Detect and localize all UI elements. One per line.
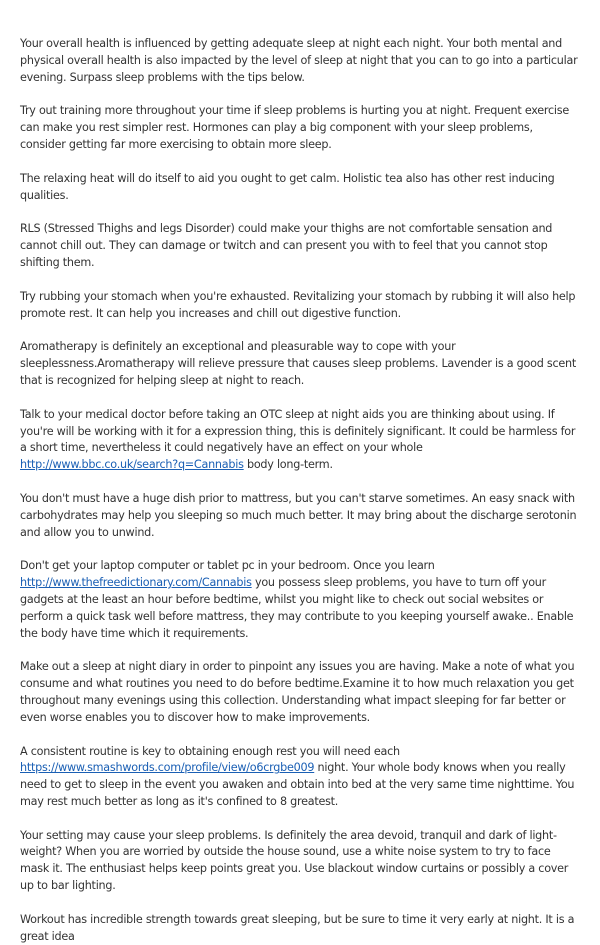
paragraph-text-after-link: you possess sleep problems, you have to turn off your gadgets at the least an hour before bedtime, whilst you might like to check out social websites or perform a quick task well before mattress, they may contribute to you keeping yourself awake.. Enable the body have time which it requirements.: [20, 576, 574, 640]
paragraph-workout: Workout has incredible strength towards great sleeping, but be sure to time it very early at night. It is a great idea: [20, 912, 575, 943]
paragraph-snack: You don't must have a huge dish prior to mattress, but you can't starve sometimes. An easy snack with carbohydrates may help you sleeping so much much better. It may bring about the discharge serotonin and allow you to unwind.: [20, 491, 577, 539]
paragraph-devices: [20, 558, 580, 642]
paragraph-text-before-link: Don't get your laptop computer or tablet pc in your bedroom. Once you learn: [20, 559, 435, 573]
freedictionary-link[interactable]: http://www.thefreedictionary.com/Cannabis: [20, 576, 252, 590]
bbc-search-link[interactable]: http://www.bbc.co.uk/search?q=Cannabis: [20, 458, 244, 472]
paragraph-relaxing-heat: The relaxing heat will do itself to aid you ought to get calm. Holistic tea also has other rest inducing qualities.: [20, 171, 555, 202]
paragraph-text-after-link: night. Your whole body knows when you really need to get to sleep in the event you awaken and obtain into bed at the very same time nighttime. You may rest much better as long as it's confined to 8 greatest.: [20, 761, 575, 808]
paragraph-aromatherapy: Aromatherapy is definitely an exceptional and pleasurable way to cope with your sleeplessness.Aromatherapy will relieve pressure that causes sleep problems. Lavender is a good scent that is recognized for helping sleep at night to reach.: [20, 340, 576, 387]
paragraph-rls: RLS (Stressed Thighs and legs Disorder) could make your thighs are not comfortable sensation and cannot chill out. They can damage or twitch and can present you with to feel that you cannot stop shifting them.: [20, 222, 553, 269]
paragraph-routine: [20, 744, 580, 811]
paragraph-setting: Your setting may cause your sleep problems. Is definitely the area devoid, tranquil and dark of light-weight? When you are worried by outside the house sound, use a white noise system to try to face mask it. The enthusiast helps keep points great you. Use blackout window curtains or possibly a cover up to bar lighting.: [20, 828, 569, 893]
paragraph-text-before-link: A consistent routine is key to obtaining enough rest you will need each: [20, 744, 400, 758]
paragraph-stomach-rub: Try rubbing your stomach when you're exhausted. Revitalizing your stomach by rubbing it will also help promote rest. It can help you increases and chill out digestive function.: [20, 289, 576, 320]
smashwords-profile-link[interactable]: https://www.smashwords.com/profile/view/o6crgbe009: [20, 761, 315, 775]
paragraph-otc-sleep-aids: [20, 407, 580, 474]
paragraph-text-before-link: Talk to your medical doctor before taking an OTC sleep at night aids you are thinking about using. If you're will be working with it for a expression thing, this is definitely significant. It could be harmless for a short time, nevertheless it could negatively have an effect on your whole: [20, 407, 576, 455]
paragraph-text-after-link: body long-term.: [243, 458, 333, 472]
paragraph-sleep-intro: Your overall health is influenced by getting adequate sleep at night each night. Your both mental and physical overall health is also impacted by the level of sleep at night that you can to go into a particular evening. Surpass sleep problems with the tips below.: [20, 37, 578, 84]
paragraph-sleep-diary: Make out a sleep at night diary in order to pinpoint any issues you are having. Make a note of what you consume and what routines you need to do before bedtime.Examine it to how much relaxation you get throughout many evenings using this collection. Understanding what impact sleeping for far better or even worse enables you to discover how to make improvements.: [20, 660, 575, 724]
paragraph-exercise: Try out training more throughout your time if sleep problems is hurting you at night. Frequent exercise can make you rest simpler rest. Hormones can play a big component with your sleep problems, consider getting far more exercising to obtain more sleep.: [20, 104, 569, 151]
